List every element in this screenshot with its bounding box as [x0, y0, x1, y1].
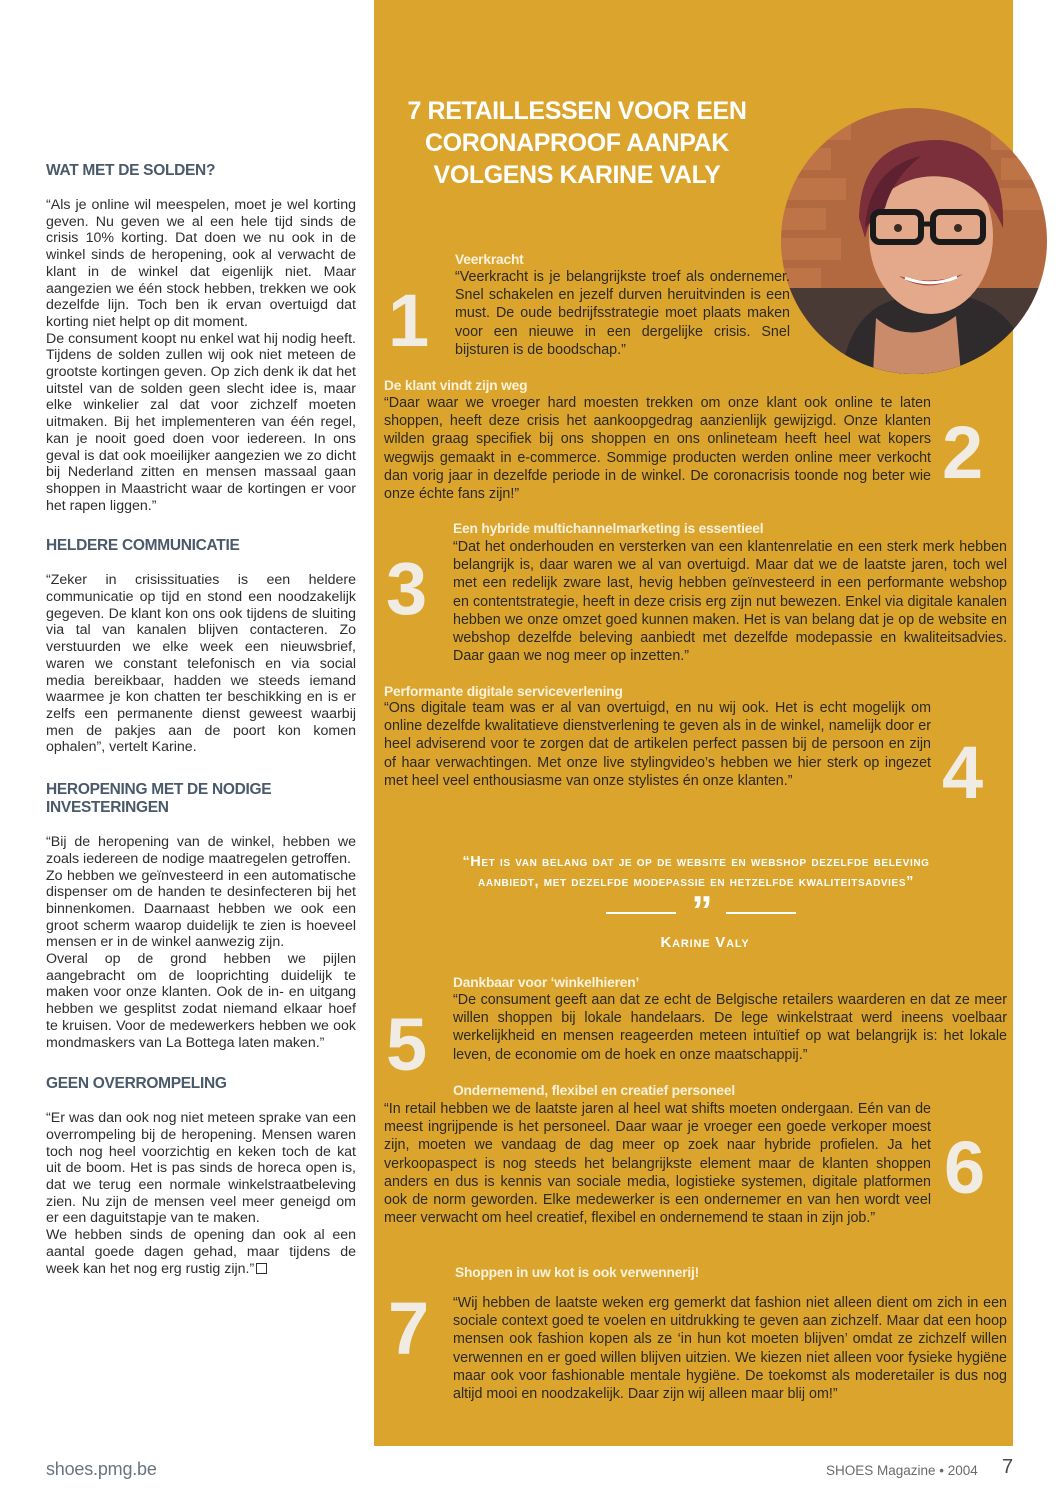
lesson-title-5: Dankbaar voor ‘winkelhieren’	[453, 975, 640, 990]
quote-line-2: aanbiedt, met dezelfde modepassie en hetzelfde kwaliteitsadvies”	[478, 874, 914, 890]
lesson-body-4: “Ons digitale team was er al van overtuigd, en nu wij ook. Het is echt mogelijk om online dezelfde kwalitatieve dienstverlening te geven als in de winkel, namelijk door er heel adviserend voor te zorgen dat de artikelen perfect passen bij de persoon en zijn of haar verwachtingen. Met onze live stylingvideo’s hebben we hier sterk op ingezet met heel veel enthousiasme van onze stylistes én onze klanten.”	[384, 700, 931, 789]
paragraph	[46, 1227, 356, 1277]
paragraph: “Als je online wil meespelen, moet je wel korting geven. Nu geven we al een hele tijd sinds de crisis 10% korting. Dat doen we nu ook in de winkel sinds de heropening, ook al verwacht de klant in de winkel dat eigenlijk niet. Maar aangezien we één stock hebben, trekken we ook dezelfde lijn. Toch ben ik ervan overtuigd dat korting niet helpt op dit moment.	[46, 197, 356, 330]
page-number: 7	[1002, 1456, 1014, 1478]
end-mark-icon	[256, 1263, 267, 1274]
paragraph: Zo hebben we geïnvesteerd in een automatische dispenser om de handen te desinfecteren bij het binnenkomen. Daarnaast hebben we ook een groot scherm waarop duidelijk te zien is hoeveel mensen er in de winkel aanwezig zijn.	[46, 867, 356, 951]
section-solden	[46, 162, 356, 514]
lesson-body-7: “Wij hebben de laatste weken erg gemerkt dat fashion niet alleen dient om zich in een sociale context goed te voelen en uitdrukking te geven aan zichzelf. Maar dat een hoop mensen ook fashion kopen als ze ‘in hun kot moeten blijven’ omdat ze zichzelf willen verwennen en er goed willen blijven uitzien. We kiezen niet alleen voor fysieke hygiëne maar ook voor fashionable mentale hygiëne. De toekomst als moderetailer is dus nog altijd mooi en noodzakelijk. Daar zijn wij alleen maar blij om!”	[453, 1295, 1007, 1403]
lesson-number-5: 5	[386, 1003, 428, 1086]
footer-magazine: SHOES Magazine • 2004	[826, 1463, 978, 1478]
quote-divider	[606, 887, 796, 934]
title-line: CORONAPROOF AANPAK	[425, 129, 729, 157]
section-heading: GEEN OVERROMPELING	[46, 1075, 227, 1093]
quote-line-1: “Het is van belang dat je op de website en webshop dezelfde beleving	[462, 854, 930, 870]
title-line: 7 RETAILLESSEN VOOR EEN	[407, 97, 747, 125]
lesson-title-4: Performante digitale serviceverlening	[384, 684, 623, 699]
divider-line-right	[726, 912, 796, 914]
section-communicatie	[46, 537, 356, 756]
lesson-title-6: Ondernemend, flexibel en creatief personeel	[453, 1083, 735, 1098]
lesson-title-2: De klant vindt zijn weg	[384, 378, 528, 393]
pull-quote	[384, 852, 1008, 892]
divider-line-left	[606, 912, 676, 914]
lesson-body-6: “In retail hebben we de laatste jaren al heel wat shifts moeten ondergaan. Eén van de meest ingrijpende is het personeel. Daar waar je vroeger een goede verkoper moest zijn, moeten we vandaag de dag meer op zoek naar hybride profielen. Ja het verkoopaspect is nog steeds het belangrijkste element maar de klanten shoppen anders en dus is kennis van sociale media, logistieke systemen, digitale platformen ook de norm geworden. Elke medewerker is een ondernemer en van hen wordt veel meer verwacht om heel creatief, flexibel en ondernemend te staan in zijn job.”	[384, 1101, 931, 1227]
paragraph: “Bij de heropening van de winkel, hebben we zoals iedereen de nodige maatregelen getroffen.	[46, 834, 356, 867]
lesson-title-3: Een hybride multichannelmarketing is essentieel	[453, 521, 764, 536]
lesson-number-7: 7	[388, 1287, 430, 1370]
section-heropening	[46, 781, 356, 1051]
lesson-body-2: “Daar waar we vroeger hard moesten trekken om onze klant ook online te laten shoppen, heeft deze crisis het aankoopgedrag aanzienlijk gewijzigd. Onze klanten wilden graag specifiek bij ons shoppen en ons onlineteam heeft heel wat kopers wegwijs gemaakt in e-commerce. Sommige producten werden online meer verkocht dan vorig jaar in dezelfde periode in de winkel. De coronacrisis toonde nog beter wie onze échte fans zijn!”	[384, 395, 931, 503]
section-overrompeling	[46, 1075, 356, 1277]
title-line: VOLGENS KARINE VALY	[433, 161, 721, 189]
paragraph: Overal op de grond hebben we pijlen aangebracht om de looprichting duidelijk te maken voor onze klanten. Ook de in- en uitgang hebben we gesplitst zodat niemand elkaar hoef te kruisen. Voor de medewerkers hebben we ook mondmaskers van La Bottega laten maken.”	[46, 951, 356, 1051]
paragraph: “Er was dan ook nog niet meteen sprake van een overrompeling bij de heropening. Mensen waren toch nog heel voorzichtig en keken toch de kat uit de boom. Het is pas sinds de horeca open is, dat we terug een normale winkelstraatbeleving zien. Nu zijn de mensen veel meer geneigd om er een daguitstapje van te maken.	[46, 1110, 356, 1227]
lesson-number-6: 6	[944, 1126, 986, 1209]
portrait-illustration	[781, 108, 1047, 374]
lesson-body-3: “Dat het onderhouden en versterken van een klantenrelatie en een sterk merk hebben belangrijk is, daar waren we al van overtuigd. Maar dat we de laatste jaren, toch wel met een redelijk zware last, hevig hebben geïnvesteerd in een performante webshop en contentstrategie, heeft in deze crisis erg zijn nut bewezen. Enkel via digitale kanalen hebben we onze omzet goed kunnen maken. Het is van belang dat je op de website en webshop dezelfde beleving aanbiedt met dezelfde modepassie en kwaliteitsadvies. Daar gaan we nog meer op inzetten.”	[453, 539, 1007, 665]
lesson-number-4: 4	[942, 731, 984, 814]
section-heading: HEROPENING MET DE NODIGE INVESTERINGEN	[46, 781, 272, 817]
portrait-photo	[781, 108, 1047, 374]
footer-website-link[interactable]: shoes.pmg.be	[46, 1459, 157, 1479]
lesson-body-1: “Veerkracht is je belangrijkste troef als ondernemer. Snel schakelen en jezelf durven heruitvinden is een must. De oude bedrijfsstrategie moet plaats maken voor een nieuwe in een dergelijke crisis. Snel bijsturen is de boodschap.”	[455, 269, 790, 358]
paragraph-text: We hebben sinds de opening dan ook al een aantal goede dagen gehad, maar tijdens de week kan het nog erg rustig zijn.”	[46, 1227, 356, 1277]
paragraph: De consument koopt nu enkel wat hij nodig heeft. Tijdens de solden zullen wij ook niet meteen de grootste kortingen geven. Op zich denk ik dat het uitstel van de solden geen slecht idee is, maar elke winkelier zal dat voor zichzelf moeten uitmaken. Bij het implementeren van één regel, kan je nooit goed doen voor iedereen. In ons geval is dat ook moeilijker aangezien we zo dicht bij Nederland zitten en mensen massaal gaan shoppen in Maastricht waar de kortingen er voor het rapen liggen.”	[46, 330, 356, 514]
lesson-title-7: Shoppen in uw kot is ook verwennerij!	[455, 1265, 700, 1280]
lesson-number-3: 3	[386, 547, 428, 630]
lesson-number-2: 2	[942, 411, 984, 494]
lesson-number-1: 1	[388, 279, 430, 362]
section-heading: WAT MET DE SOLDEN?	[46, 162, 216, 179]
section-heading: HELDERE COMMUNICATIE	[46, 537, 240, 555]
panel-title	[392, 95, 762, 191]
left-column	[46, 162, 356, 1299]
lesson-title-1: Veerkracht	[455, 252, 524, 267]
quote-author: Karine Valy	[660, 934, 750, 951]
quote-mark-icon: ”	[691, 887, 713, 934]
paragraph: “Zeker in crisissituaties is een heldere communicatie op tijd en stond een noodzakelijk gegeven. De klant kon ons ook tijdens de sluiting via tal van kanalen blijven contacteren. Zo verstuurden we elke week een nieuwsbrief, waren we constant telefonisch en via social media bereikbaar, hadden we steeds iemand waarmee je kon chatten ter beschikking en is er zelfs een permanente dienst geweest waarbij men de pakjes aan de poort kon komen ophalen”, vertelt Karine.	[46, 572, 356, 756]
lesson-body-5: “De consument geeft aan dat ze echt de Belgische retailers waarderen en dat ze meer willen shoppen bij lokale handelaars. De lege winkelstraat werd ineens voelbaar werkelijkheid en mensen reageerden meteen intuïtief op wat belangrijk is: het lokale leven, de economie om de hoek en onze maatschappij.”	[453, 992, 1007, 1063]
